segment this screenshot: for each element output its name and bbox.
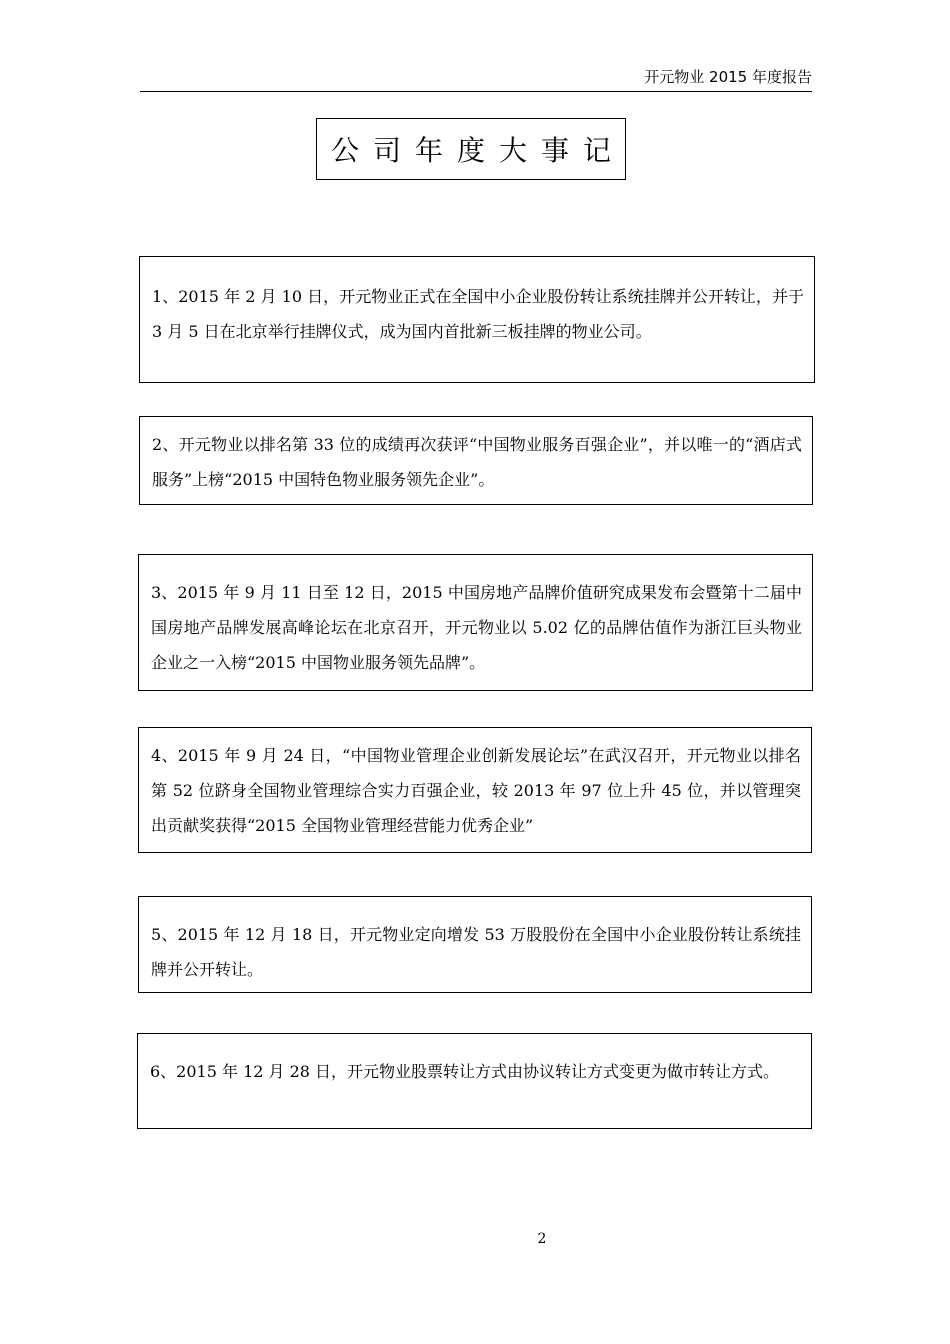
page-title [316, 118, 626, 180]
event-box-2: 2、开元物业以排名第 33 位的成绩再次获评“中国物业服务百强企业”，并以唯一的“酒店式服务”上榜“2015 中国特色物业服务领先企业”。 [139, 416, 813, 505]
event-box-1: 1、2015 年 2 月 10 日，开元物业正式在全国中小企业股份转让系统挂牌并公开转让，并于 3 月 5 日在北京举行挂牌仪式，成为国内首批新三板挂牌的物业公司。 [139, 256, 815, 383]
event-box-3: 3、2015 年 9 月 11 日至 12 日，2015 中国房地产品牌价值研究成果发布会暨第十二届中国房地产品牌发展高峰论坛在北京召开，开元物业以 5.02 亿的品牌估值作为浙江巨头物业企业之一入榜“2015 中国物业服务领先品牌”。 [138, 554, 813, 691]
page-title-text: 公司年度大事记 [330, 134, 625, 167]
header-divider [140, 91, 812, 92]
event-box-6: 6、2015 年 12 月 28 日，开元物业股票转让方式由协议转让方式变更为做市转让方式。 [137, 1033, 812, 1129]
page-number: 2 [537, 1231, 547, 1247]
event-box-4: 4、2015 年 9 月 24 日，“中国物业管理企业创新发展论坛”在武汉召开，开元物业以排名第 52 位跻身全国物业管理综合实力百强企业，较 2013 年 97 位上升 45 位，并以管理突出贡献奖获得“2015 全国物业管理经营能力优秀企业” [138, 727, 812, 853]
event-box-5: 5、2015 年 12 月 18 日，开元物业定向增发 53 万股股份在全国中小企业股份转让系统挂牌并公开转让。 [138, 896, 812, 993]
report-header: 开元物业 2015 年度报告 [644, 68, 812, 86]
